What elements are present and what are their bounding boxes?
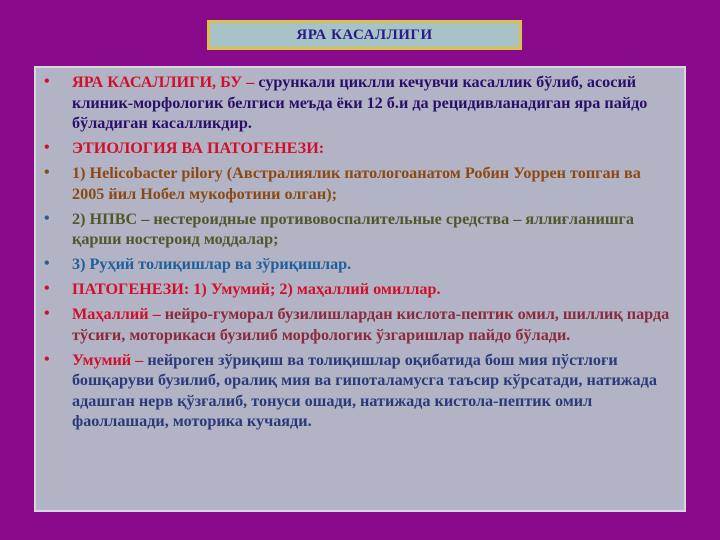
bullet-icon: • [44,350,50,368]
list-item-text: сурункали циклли кечувчи касаллик бўлиб, асосий клиник-морфологик белгиси меъда ёки 12 б.и да рецидивланадиган яра пайдо бўладиган касалликдир. [72,73,648,132]
bullet-icon: • [44,209,50,227]
content-box [34,66,686,512]
list-item-text: 1) Helicobacter pilory (Австралиялик патологоанатом Робин Уоррен топган ва 2005 йил Нобел мукофотини олган); [72,164,641,203]
list-item [44,209,674,250]
list-item-text: 2) НПВС – нестероидные противовоспалительные средства – яллиғланишга қарши ностероид моддалар; [72,209,634,248]
list-item [44,279,674,300]
list-item [44,304,674,345]
list-item-text: 3) Руҳий толиқишлар ва зўриқишлар. [72,255,352,273]
list-item [44,254,674,275]
list-item [44,138,674,159]
bullet-icon: • [44,280,50,297]
list-item-text: ЭТИОЛОГИЯ ВА ПАТОГЕНЕЗИ: [72,139,325,157]
list-item-text: нейроген зўриқиш ва толиқишлар оқибатида бош мия пўстлоғи бошқаруви бузилиб, оралиқ мия ва гипоталамусга таъсир кўрсатади, натижада адашган нерв қўзғалиб, тонуси ошади, натижада кистола-пептик омил фаоллашади, моторика кучаяди. [72,350,657,430]
list-item-text: нейро-гуморал бузилишлардан кислота-пептик омил, шиллиқ парда тўсиғи, моторикаси бузилиб морфологик ўзгаришлар пайдо бўлади. [72,305,670,344]
list-item [44,72,674,134]
title-box [207,20,522,50]
list-item-text: Маҳаллий – [72,305,165,323]
slide-title: ЯРА КАСАЛЛИГИ [296,26,433,43]
bullet-icon: • [44,164,50,181]
bullet-icon: • [44,73,50,90]
list-item [44,163,674,204]
bullet-icon: • [44,139,50,156]
bullet-icon: • [44,255,50,272]
bullet-list [44,72,674,432]
bullet-icon: • [44,305,50,322]
list-item-text: ПАТОГЕНЕЗИ: 1) Умумий; 2) маҳаллий омиллар. [72,280,441,298]
list-item [44,350,674,432]
list-item-text: Умумий – [72,350,148,369]
list-item-text: ЯРА КАСАЛЛИГИ, БУ – [72,73,259,91]
